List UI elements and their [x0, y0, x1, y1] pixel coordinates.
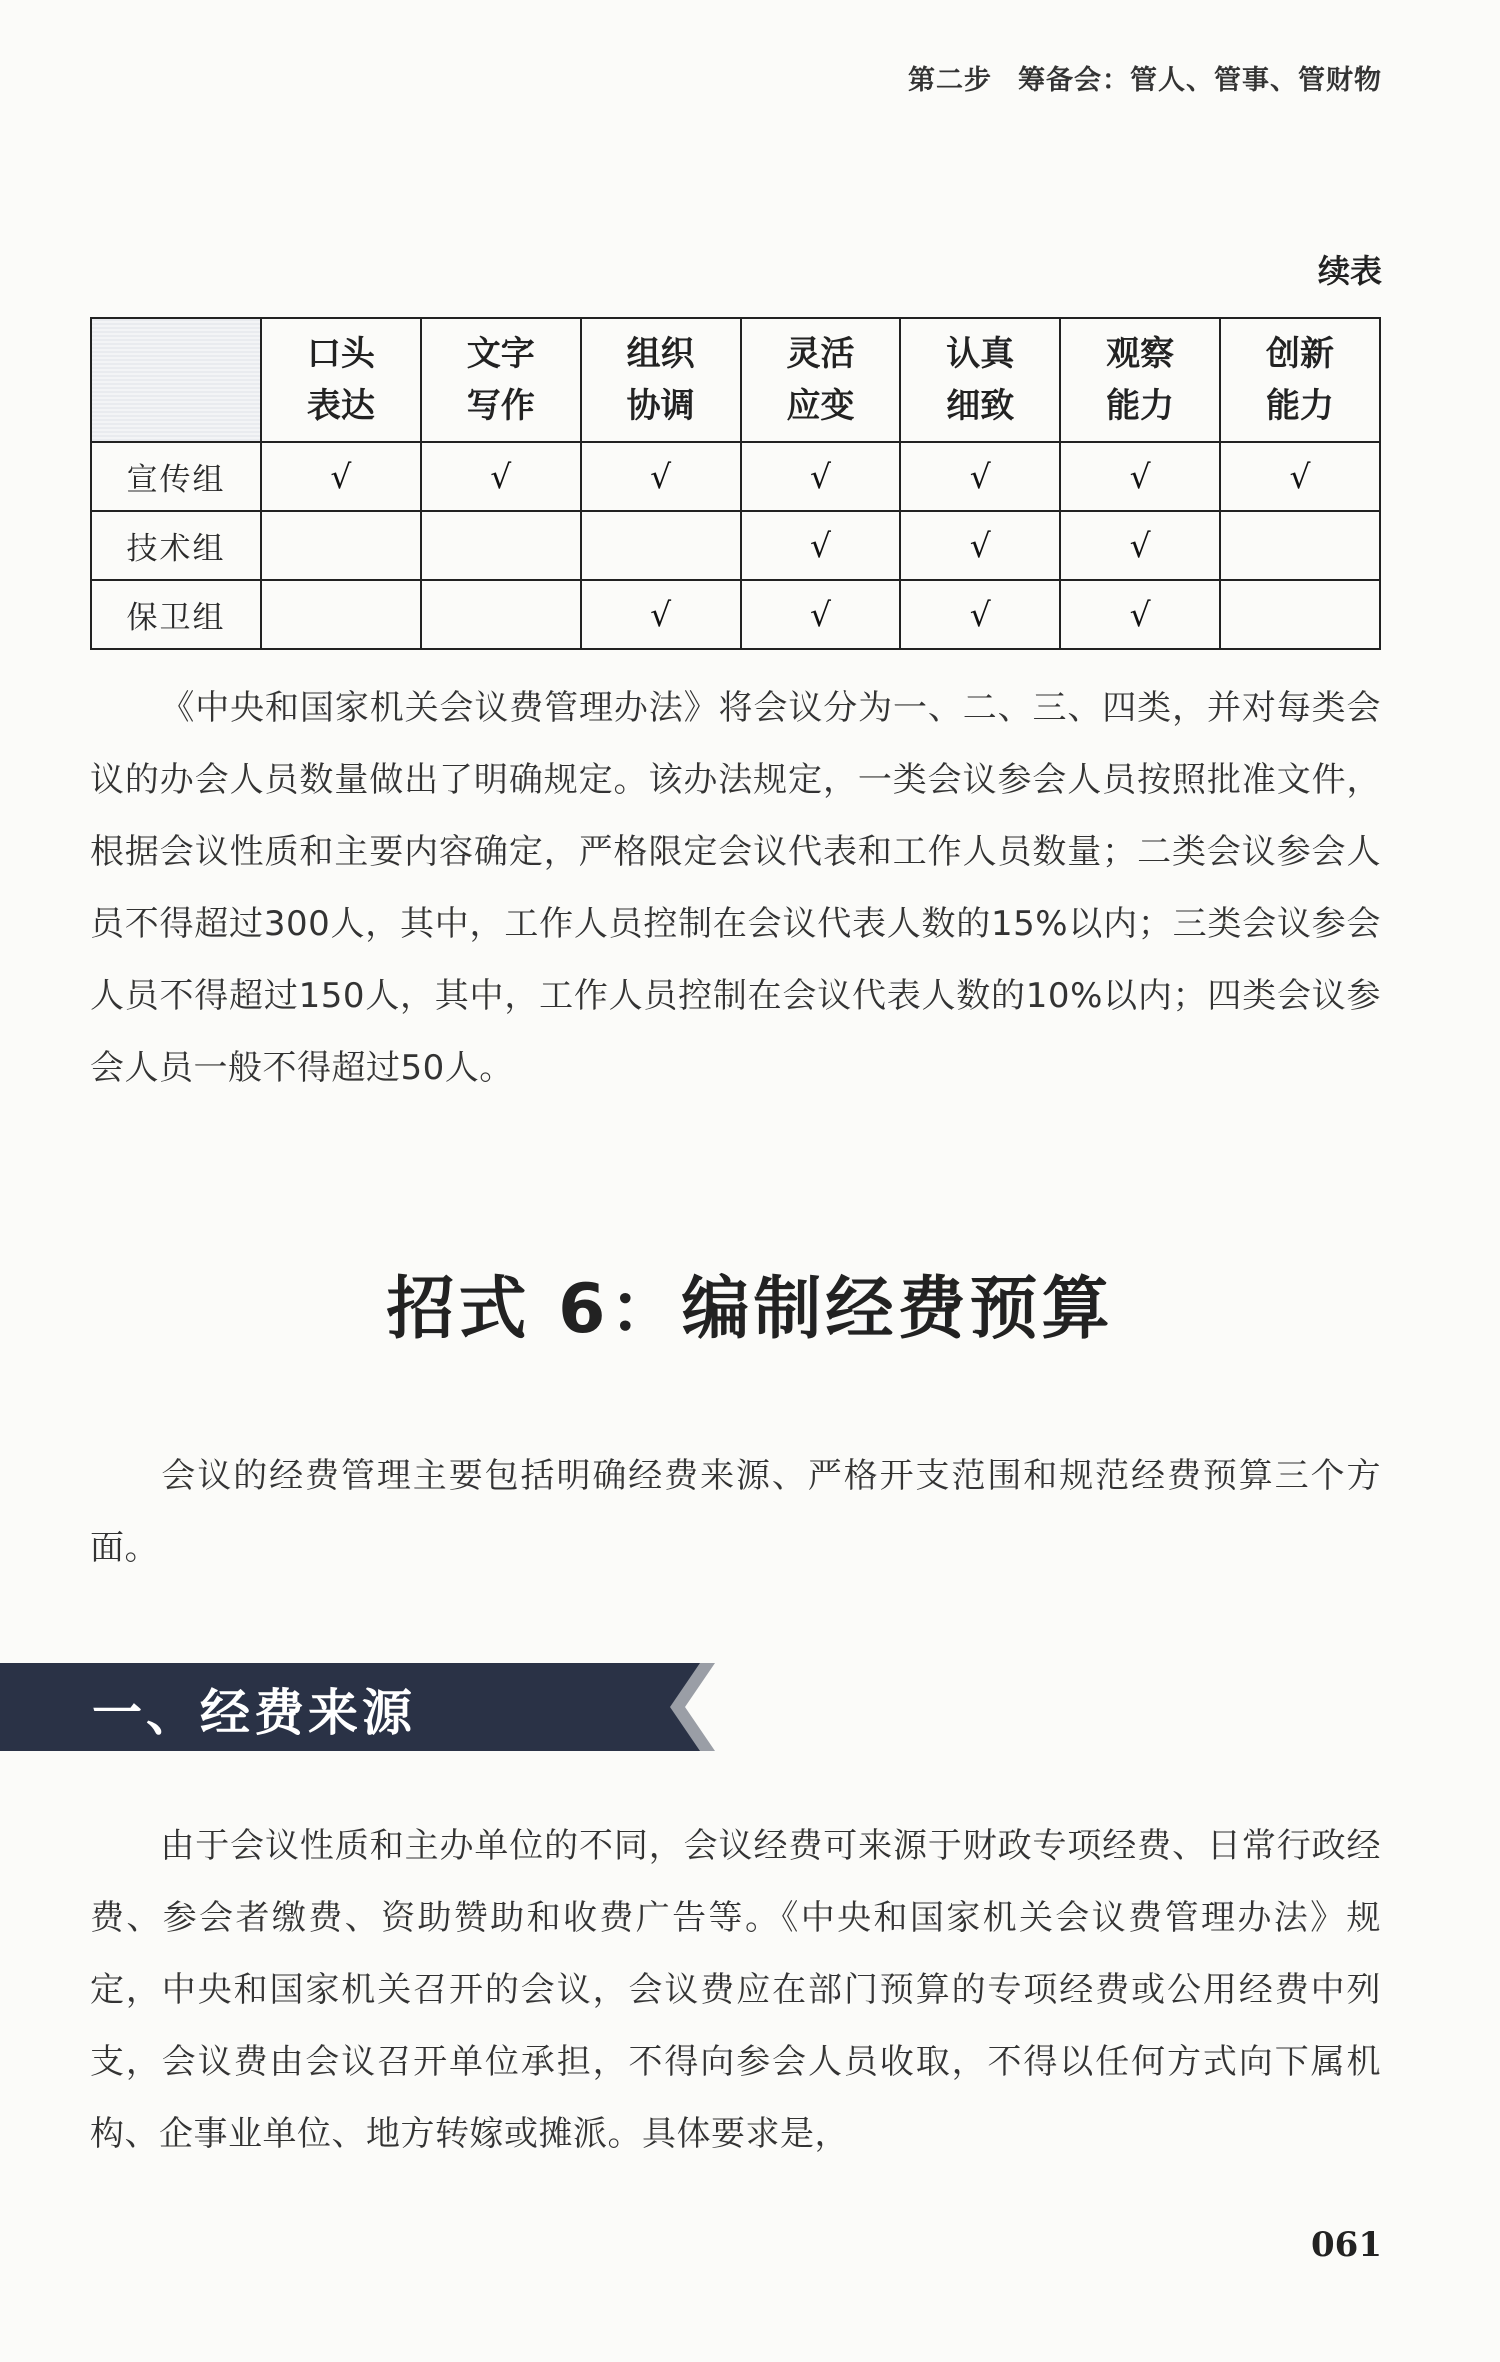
table-row: [91, 442, 1380, 511]
row-label: 宣传组: [91, 442, 261, 511]
body-paragraph: [90, 672, 1381, 1104]
column-header: 创新 能力: [1220, 318, 1380, 442]
check-mark-cell: √: [261, 442, 421, 511]
body-paragraph: [90, 1440, 1381, 1584]
header-chapter: 筹备会：管人、管事、管财物: [1018, 65, 1382, 96]
running-header: [908, 58, 1382, 97]
column-header: 口头 表达: [261, 318, 421, 442]
column-header: 观察 能力: [1060, 318, 1220, 442]
paragraph-text: 会议的经费管理主要包括明确经费来源、严格开支范围和规范经费预算三个方面。: [90, 1456, 1381, 1568]
check-mark-cell: √: [741, 511, 901, 580]
check-mark-cell: √: [741, 580, 901, 649]
check-mark-cell: √: [1060, 442, 1220, 511]
check-mark-cell: √: [741, 442, 901, 511]
column-header: 灵活 应变: [741, 318, 901, 442]
page-number: 061: [1311, 2225, 1382, 2265]
table-caption: 续表: [1317, 252, 1382, 290]
column-header: 文字 写作: [421, 318, 581, 442]
check-mark-cell: √: [581, 442, 741, 511]
table-header-row: [91, 318, 1380, 442]
subsection-banner: [0, 1663, 715, 1751]
check-mark-cell: √: [900, 580, 1060, 649]
table-row: [91, 511, 1380, 580]
paragraph-text: 由于会议性质和主办单位的不同，会议经费可来源于财政专项经费、日常行政经费、参会者缴费、资助赞助和收费广告等。《中央和国家机关会议费管理办法》规定，中央和国家机关召开的会议，会议费应在部门预算的专项经费或公用经费中列支，会议费由会议召开单位承担，不得向参会人员收取，不得以任何方式向下属机构、企事业单位、地方转嫁或摊派。具体要求是，: [90, 1826, 1381, 2154]
table-row: [91, 580, 1380, 649]
row-label: 技术组: [91, 511, 261, 580]
check-mark-cell: [1220, 580, 1380, 649]
column-header: 组织 协调: [581, 318, 741, 442]
check-mark-cell: √: [581, 580, 741, 649]
section-title: 招式 6：编制经费预算: [386, 1270, 1114, 1349]
check-mark-cell: √: [1060, 511, 1220, 580]
subsection-title: 一、经费来源: [92, 1684, 416, 1742]
check-mark-cell: [421, 511, 581, 580]
check-mark-cell: √: [1060, 580, 1220, 649]
check-mark-cell: √: [421, 442, 581, 511]
check-mark-cell: [1220, 511, 1380, 580]
check-mark-cell: [581, 511, 741, 580]
column-header: 认真 细致: [900, 318, 1060, 442]
check-mark-cell: [421, 580, 581, 649]
check-mark-cell: √: [1220, 442, 1380, 511]
header-step: 第二步: [908, 65, 992, 96]
check-mark-cell: √: [900, 511, 1060, 580]
check-mark-cell: [261, 580, 421, 649]
table-corner-cell: [91, 318, 261, 442]
paragraph-text: 《中央和国家机关会议费管理办法》将会议分为一、二、三、四类，并对每类会议的办会人员数量做出了明确规定。该办法规定，一类会议参会人员按照批准文件，根据会议性质和主要内容确定，严格限定会议代表和工作人员数量；二类会议参会人员不得超过300人，其中，工作人员控制在会议代表人数的15%以内；三类会议参会人员不得超过150人，其中，工作人员控制在会议代表人数的10%以内；四类会议参会人员一般不得超过50人。: [90, 688, 1381, 1088]
skills-table: [90, 317, 1381, 650]
body-paragraph: [90, 1810, 1381, 2170]
check-mark-cell: √: [900, 442, 1060, 511]
row-label: 保卫组: [91, 580, 261, 649]
check-mark-cell: [261, 511, 421, 580]
